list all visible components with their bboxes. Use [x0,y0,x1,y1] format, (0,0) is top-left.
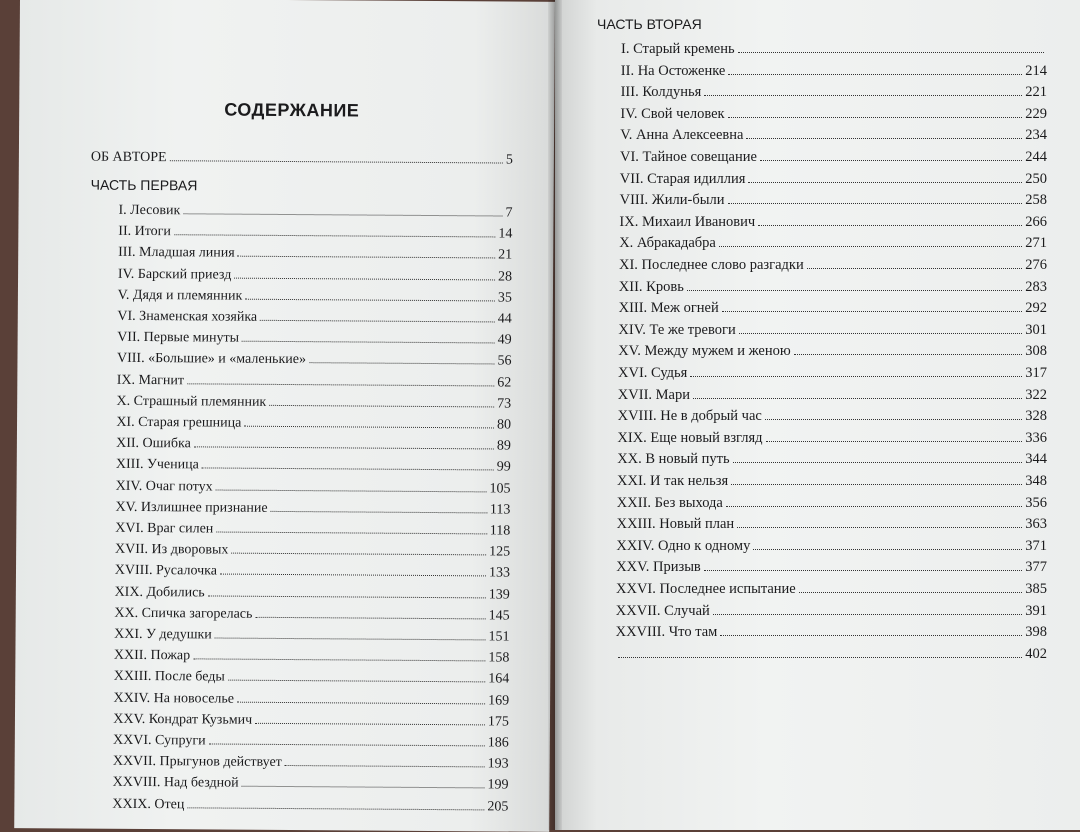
dot-leader [193,658,485,662]
toc-entry-page: 28 [498,269,513,285]
toc-entry-title: XXIV. Одно к одному [616,537,751,554]
toc-entry [113,689,509,710]
toc-entry-title: XVIII. Русалочка [114,563,218,579]
toc-entry-title: XV. Между мужем и женою [618,343,791,360]
toc-entry [618,407,1047,425]
toc-entry [615,645,1047,663]
dot-leader [690,375,1022,377]
dot-leader [719,245,1022,247]
toc-entry [116,414,511,435]
toc-entry [618,342,1047,360]
toc-entry-page: 336 [1025,429,1047,446]
toc-entry [620,170,1047,188]
toc-entry-title: XX. В новый путь [617,451,730,468]
dot-leader [260,319,495,323]
toc-entry-page: 125 [489,544,511,560]
toc-entry [619,213,1047,231]
dot-leader [807,267,1023,269]
toc-entry-page: 44 [497,311,512,327]
toc-entry-page: 80 [496,417,512,433]
dot-leader [170,159,503,163]
part-one-title: ЧАСТЬ ПЕРВАЯ [90,176,198,194]
toc-entry-page: 175 [487,714,510,730]
dot-leader [194,446,494,450]
dot-leader [231,552,486,556]
toc-entry-title: XXII. Пожар [113,647,191,664]
dot-leader [174,233,495,237]
dot-leader [693,397,1022,399]
toc-entry-title: ОБ АВТОРЕ [90,149,167,166]
toc-entry-title: XI. Старая грешница [116,414,242,431]
toc-entry-page: 402 [1025,645,1047,662]
toc-entry-title: IX. Магнит [116,372,185,388]
contents-heading: СОДЕРЖАНИЕ [224,99,360,121]
toc-entry [620,148,1047,166]
toc-entry-title: IV. Свой человек [620,105,725,122]
toc-entry-page: 5 [505,152,513,168]
toc-entry-title: VIII. Жили-были [619,192,725,209]
toc-entry-title: II. Итоги [118,224,171,240]
toc-entry-title: V. Дядя и племянник [117,287,243,304]
toc-entry-title: XXV. Кондрат Кузьмич [113,711,253,728]
toc-entry [116,393,511,414]
toc-entry-page: 308 [1025,343,1047,360]
toc-entry [620,126,1047,144]
toc-entry-page: 7 [505,205,513,221]
toc-entry-page: 221 [1025,84,1047,101]
left-page [14,0,555,832]
toc-entry [616,558,1047,576]
dot-leader [228,679,485,683]
toc-entry-page: 234 [1025,127,1047,144]
toc-entry-page: 328 [1025,408,1047,425]
dot-leader [208,594,486,598]
toc-entry-page: 133 [488,565,511,581]
dot-leader [720,634,1022,636]
dot-leader [255,616,485,620]
toc-entry-title: XXIII. После беды [113,669,225,685]
toc-entry [616,623,1047,641]
toc-entry-title: XXIV. На новоселье [113,690,235,707]
toc-entry [118,223,512,244]
toc-entry [617,494,1047,512]
toc-entry-page: 276 [1025,257,1047,273]
toc-entry [616,602,1047,620]
dot-leader [269,404,494,408]
toc-entry [620,191,1047,209]
toc-entry-page: 139 [488,587,510,603]
book-gutter [548,0,562,830]
toc-entry [113,711,509,732]
toc-entry-page: 250 [1025,170,1047,187]
dot-leader [738,51,1044,53]
toc-entry-page: 186 [487,735,509,751]
toc-entry-title: XVII. Мари [617,386,690,403]
toc-entry-title: V. Анна Алексеевна [620,127,744,144]
toc-entry [115,562,510,583]
toc-entry-page: 271 [1025,235,1047,252]
dot-leader [722,310,1023,312]
toc-entry [619,278,1047,296]
toc-entry-page: 371 [1025,537,1047,554]
toc-entry-title: IV. Барский приезд [117,266,232,283]
toc-entry [115,583,510,604]
toc-entry-title: XXVII. Прыгунов действует [112,753,282,771]
dot-leader [216,488,487,492]
dot-leader [215,637,486,641]
toc-entry-page: 145 [488,608,510,624]
dot-leader [234,276,495,280]
dot-leader [704,94,1022,96]
toc-entry-page: 356 [1025,494,1047,511]
toc-entry [118,244,512,265]
dot-leader [237,700,485,704]
toc-entry-title: XVII. Из дворовых [114,541,229,558]
toc-entry [621,62,1047,80]
toc-entry-page: 169 [488,693,510,709]
toc-entry-page: 73 [497,396,512,412]
toc-entry-page: 258 [1025,192,1047,209]
toc-entry-title: VI. Тайное совещание [620,149,757,165]
toc-entry [616,580,1047,598]
toc-entry-title: VIII. «Большие» и «маленькие» [116,351,307,368]
dot-leader [187,806,484,810]
toc-entry [113,774,509,795]
toc-entry [116,477,511,498]
dot-leader [713,613,1022,615]
toc-entry [619,256,1047,274]
toc-entry [116,456,511,477]
toc-entry [118,265,512,286]
dot-leader [216,531,486,535]
dot-leader [209,742,485,746]
toc-entry-title: XXVIII. Что там [615,624,718,641]
toc-entry-title: XXII. Без выхода [616,494,723,511]
toc-entry-page: 322 [1025,386,1047,403]
toc-entry-title: XV. Излишнее признание [115,499,268,516]
toc-entry-title: XXVIII. Над бездной [112,775,239,792]
toc-entry-title: XXV. Призыв [616,559,701,576]
toc-entry-title: II. На Остоженке [620,62,726,79]
toc-entry-title: XXI. У дедушки [114,626,212,643]
toc-entry-page: 99 [496,459,511,475]
toc-entry [618,386,1047,404]
dot-leader [733,461,1023,463]
toc-entry-page: 292 [1025,300,1047,317]
toc-entry [118,287,512,308]
toc-entry [117,308,511,329]
toc-entry [620,105,1047,123]
toc-entry-title: XX. Спичка загорелась [114,605,253,622]
dot-leader [766,440,1023,442]
toc-entry [118,202,512,223]
toc-entry [617,515,1047,533]
dot-leader [760,159,1022,161]
toc-entry [618,364,1047,382]
toc-entry [617,450,1047,468]
toc-entry-title: XII. Ошибка [116,436,191,452]
toc-entry-title: XXIX. Отец [112,796,185,812]
toc-entry-title: XIII. Меж огней [618,300,719,317]
dot-leader [758,224,1022,226]
toc-entry [113,732,509,753]
dot-leader [748,181,1022,183]
part-two-title: ЧАСТЬ ВТОРАЯ [597,16,702,32]
toc-entry-title: X. Абракадабра [619,235,716,252]
toc-entry-title: XII. Кровь [618,278,684,295]
toc-entry-title: IX. Михаил Иванович [619,213,756,230]
dot-leader [244,425,494,429]
dot-leader [271,510,487,514]
toc-entry [117,329,512,350]
toc-entry-title: III. Колдунья [620,84,702,101]
toc-entry-page: 266 [1025,213,1047,230]
toc-entry-page: 14 [498,226,513,242]
toc-entry-page: 363 [1025,516,1047,533]
toc-entry-page: 377 [1025,559,1047,576]
toc-entry-page: 105 [489,481,511,497]
dot-leader [739,332,1023,334]
toc-entry [115,520,510,541]
toc-entry [117,371,512,392]
toc-entry-title: XIV. Те же тревоги [618,321,736,338]
toc-entry-title: VII. Первые минуты [117,330,240,346]
dot-leader [285,764,485,767]
toc-entry-page: 56 [497,353,512,369]
dot-leader [704,569,1022,571]
dot-leader [242,785,485,789]
toc-entry-page: 283 [1025,278,1047,295]
toc-entry-page: 244 [1025,149,1047,165]
toc-entry-title: XXVI. Последнее испытание [616,581,796,597]
toc-entry [616,537,1047,555]
dot-leader [726,505,1022,507]
toc-entry-title: XIV. Очаг потух [115,478,213,495]
toc-entry [114,668,510,689]
dot-leader [255,722,485,726]
toc-entry-page: 385 [1025,581,1047,597]
toc-entry-page: 35 [497,290,512,306]
dot-leader [753,548,1022,550]
dot-leader [309,362,494,365]
toc-entry [621,83,1047,101]
toc-entry [112,795,508,816]
toc-entry-page: 344 [1025,451,1047,468]
toc-entry-page: 205 [487,799,509,815]
toc-entry-title: XIII. Ученица [115,457,199,473]
toc-entry [617,472,1047,490]
toc-entry-page: 229 [1025,105,1047,122]
dot-leader [794,353,1023,355]
toc-entry-title: X. Страшный племянник [116,393,267,410]
toc-entry-page: 158 [488,650,510,666]
toc-entry-page: 89 [496,438,511,454]
toc-entry-page: 199 [487,777,509,793]
dot-leader [245,298,495,302]
toc-entry [617,429,1047,447]
toc-entry-title: XXIII. Новый план [616,516,735,533]
dot-leader [687,289,1022,291]
dot-leader [746,137,1022,139]
toc-entry-title: I. Лесовик [118,202,181,219]
toc-entry-page: 317 [1025,365,1047,381]
toc-entry-page: 348 [1025,473,1047,489]
right-page [555,0,1080,830]
dot-leader [799,591,1023,593]
toc-entry-title: XXVI. Супруги [113,732,206,749]
toc-entry-title: XI. Последнее слово разгадки [619,257,804,273]
dot-leader [202,467,494,471]
toc-entry-title: I. Старый кремень [621,41,735,57]
toc-entry [117,350,512,371]
toc-entry-page: 214 [1025,62,1047,79]
toc-entry-title: XVI. Враг силен [115,520,214,537]
dot-leader [618,656,1022,658]
toc-entry-page: 164 [488,671,510,687]
dot-leader [731,483,1022,485]
toc-entry [618,321,1047,339]
dot-leader [728,116,1023,118]
dot-leader [183,212,502,216]
toc-entry-title: XVIII. Не в добрый час [617,408,762,425]
toc-entry-title: XIX. Добились [114,584,205,601]
dot-leader [242,340,495,344]
dot-leader [728,73,1022,75]
toc-entry-page: 113 [489,502,511,518]
toc-entry-about [91,149,513,170]
toc-entry-title: VI. Знаменская хозяйка [117,308,258,325]
toc-entry [113,753,509,774]
toc-entry [619,234,1047,252]
toc-entry-title: XXI. И так нельзя [617,473,729,489]
toc-entry [114,647,510,668]
toc-entry-title: XIX. Еще новый взгляд [617,429,763,446]
dot-leader [728,202,1023,204]
toc-entry-page: 118 [489,523,511,539]
toc-entry-page: 151 [488,629,510,645]
dot-leader [765,418,1022,420]
dot-leader [737,526,1022,528]
toc-entry-page: 391 [1025,602,1047,619]
toc-entry-page: 193 [487,756,509,772]
toc-entry [619,299,1047,317]
toc-entry-page: 49 [497,332,512,348]
dot-leader [187,382,494,386]
toc-entry-page: 21 [498,247,513,263]
toc-entry [621,40,1047,58]
toc-entry [114,605,509,626]
toc-entry-title: III. Младшая линия [118,245,235,262]
toc-entry-page: 301 [1025,321,1047,338]
toc-entry-page: 62 [497,375,512,391]
toc-entry-title: XVI. Судья [618,365,688,381]
toc-entry [116,435,511,456]
toc-entry [114,626,510,647]
toc-entry-page: 398 [1025,624,1047,641]
toc-entry-title: XXVII. Случай [615,602,710,619]
toc-entry [115,541,510,562]
dot-leader [220,573,486,577]
dot-leader [238,255,496,259]
toc-entry-title: VII. Старая идиллия [619,170,746,187]
toc-entry [115,499,510,520]
